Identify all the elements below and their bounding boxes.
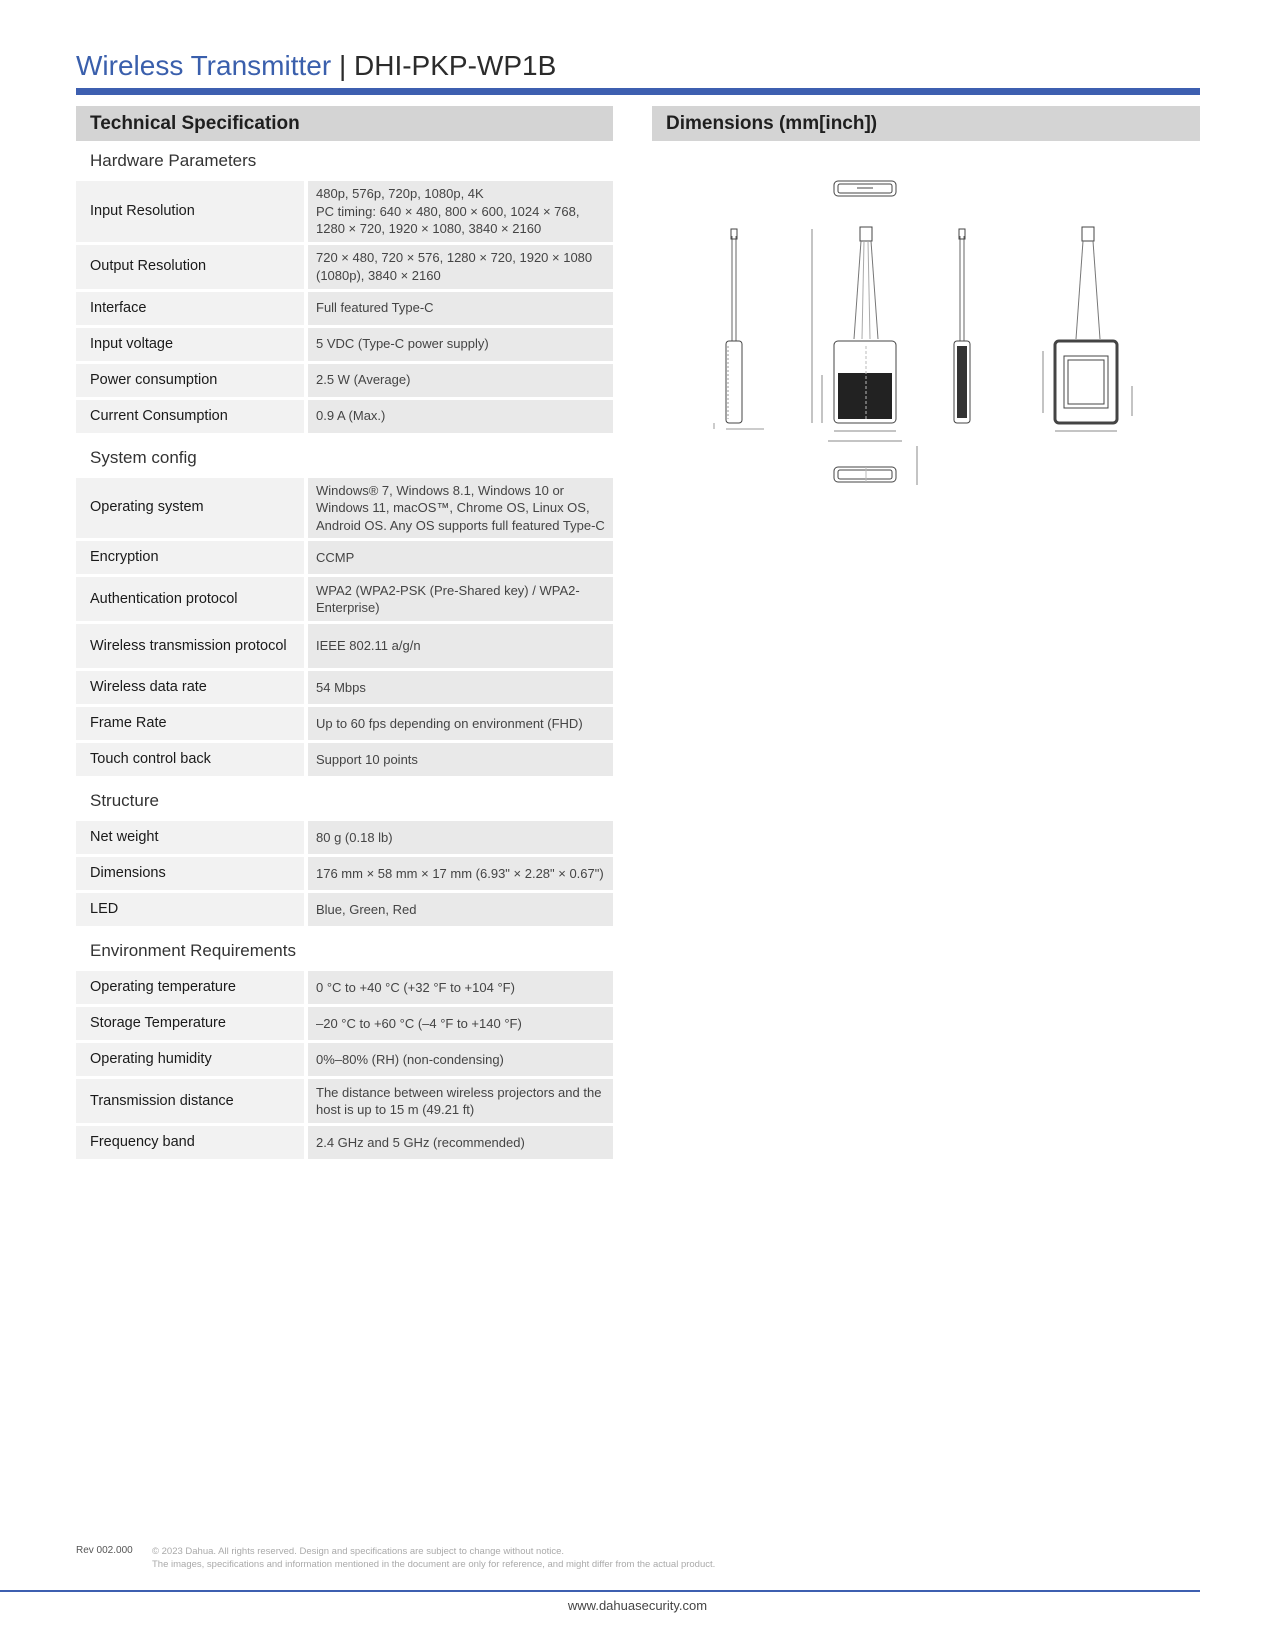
spec-row bbox=[76, 478, 613, 539]
spec-row bbox=[76, 1079, 613, 1123]
spec-key: Output Resolution bbox=[76, 245, 308, 289]
spec-value: 720 × 480, 720 × 576, 1280 × 720, 1920 × 1080 (1080p), 3840 × 2160 bbox=[308, 245, 613, 289]
side-view-right-drawing bbox=[954, 229, 970, 423]
spec-value: 0.9 A (Max.) bbox=[308, 400, 613, 433]
website-link[interactable]: www.dahuasecurity.com bbox=[567, 1598, 708, 1613]
spec-value: 80 g (0.18 lb) bbox=[308, 821, 613, 854]
product-line: Wireless Transmitter bbox=[76, 50, 332, 81]
copyright-notice bbox=[152, 1545, 715, 1571]
spec-value: 5 VDC (Type-C power supply) bbox=[308, 328, 613, 361]
technical-specification-section bbox=[76, 106, 613, 1162]
spec-row bbox=[76, 328, 613, 361]
spec-table bbox=[76, 968, 613, 1162]
model-number: DHI-PKP-WP1B bbox=[354, 50, 557, 81]
spec-key: Transmission distance bbox=[76, 1079, 308, 1123]
spec-row bbox=[76, 400, 613, 433]
spec-row bbox=[76, 893, 613, 926]
spec-key: Wireless transmission protocol bbox=[76, 624, 308, 668]
spec-value: 0%–80% (RH) (non-condensing) bbox=[308, 1043, 613, 1076]
spec-value: Blue, Green, Red bbox=[308, 893, 613, 926]
spec-value: The distance between wireless projectors and the host is up to 15 m (49.21 ft) bbox=[308, 1079, 613, 1123]
spec-value: 2.4 GHz and 5 GHz (recommended) bbox=[308, 1126, 613, 1159]
spec-row bbox=[76, 971, 613, 1004]
spec-value: Support 10 points bbox=[308, 743, 613, 776]
spec-key: Operating temperature bbox=[76, 971, 308, 1004]
footer-rule bbox=[0, 1590, 1200, 1592]
spec-row bbox=[76, 1043, 613, 1076]
spec-key: Current Consumption bbox=[76, 400, 308, 433]
document-title bbox=[76, 46, 556, 86]
title-separator: | bbox=[338, 50, 347, 81]
front-view-drawing bbox=[812, 227, 902, 441]
spec-row bbox=[76, 821, 613, 854]
spec-key: Frequency band bbox=[76, 1126, 308, 1159]
spec-value: Full featured Type-C bbox=[308, 292, 613, 325]
spec-header: Technical Specification bbox=[76, 106, 613, 141]
spec-table bbox=[76, 475, 613, 780]
spec-key: LED bbox=[76, 893, 308, 926]
spec-value: CCMP bbox=[308, 541, 613, 574]
spec-key: Net weight bbox=[76, 821, 308, 854]
spec-groups bbox=[76, 141, 613, 1162]
spec-row bbox=[76, 624, 613, 668]
spec-value: –20 °C to +60 °C (–4 °F to +140 °F) bbox=[308, 1007, 613, 1040]
spec-row bbox=[76, 245, 613, 289]
top-view-drawing bbox=[834, 181, 896, 196]
spec-row bbox=[76, 857, 613, 890]
spec-value: Windows® 7, Windows 8.1, Windows 10 or Windows 11, macOS™, Chrome OS, Linux OS, Android OS. Any OS supports full featured Type-C bbox=[308, 478, 613, 539]
spec-row bbox=[76, 671, 613, 704]
spec-table bbox=[76, 178, 613, 436]
spec-group-title: Environment Requirements bbox=[90, 941, 296, 960]
spec-group-title: Structure bbox=[90, 791, 159, 810]
spec-value: Up to 60 fps depending on environment (FHD) bbox=[308, 707, 613, 740]
spec-row bbox=[76, 181, 613, 242]
spec-value: 54 Mbps bbox=[308, 671, 613, 704]
spec-row bbox=[76, 577, 613, 621]
spec-key: Frame Rate bbox=[76, 707, 308, 740]
bottom-view-drawing bbox=[834, 446, 917, 485]
spec-value: 176 mm × 58 mm × 17 mm (6.93" × 2.28" × 0.67") bbox=[308, 857, 613, 890]
spec-value: IEEE 802.11 a/g/n bbox=[308, 624, 613, 668]
spec-key: Wireless data rate bbox=[76, 671, 308, 704]
spec-key: Input Resolution bbox=[76, 181, 308, 242]
spec-key: Operating humidity bbox=[76, 1043, 308, 1076]
spec-group-title: Hardware Parameters bbox=[90, 151, 257, 170]
spec-group-title: System config bbox=[90, 447, 197, 467]
spec-key: Interface bbox=[76, 292, 308, 325]
dimensions-section bbox=[652, 106, 1200, 141]
spec-row bbox=[76, 292, 613, 325]
spec-table bbox=[76, 818, 613, 929]
spec-key: Dimensions bbox=[76, 857, 308, 890]
spec-row bbox=[76, 541, 613, 574]
spec-value: 480p, 576p, 720p, 1080p, 4K PC timing: 640 × 480, 800 × 600, 1024 × 768, 1280 × 720, 1920 × 1080, 3840 × 2160 bbox=[308, 181, 613, 242]
revision-number: Rev 002.000 bbox=[76, 1545, 133, 1556]
spec-key: Storage Temperature bbox=[76, 1007, 308, 1040]
spec-row bbox=[76, 707, 613, 740]
spec-key: Operating system bbox=[76, 478, 308, 539]
spec-key: Authentication protocol bbox=[76, 577, 308, 621]
spec-value: WPA2 (WPA2-PSK (Pre-Shared key) / WPA2-Enterprise) bbox=[308, 577, 613, 621]
copyright-line-1: © 2023 Dahua. All rights reserved. Design and specifications are subject to change without notice. bbox=[152, 1546, 565, 1557]
title-rule bbox=[76, 88, 1200, 95]
spec-row bbox=[76, 364, 613, 397]
back-view-drawing bbox=[1043, 227, 1132, 431]
spec-value: 0 °C to +40 °C (+32 °F to +104 °F) bbox=[308, 971, 613, 1004]
side-view-left-drawing bbox=[714, 229, 764, 429]
spec-key: Encryption bbox=[76, 541, 308, 574]
spec-key: Power consumption bbox=[76, 364, 308, 397]
copyright-line-2: The images, specifications and information mentioned in the document are only for reference, and might differ from the actual product. bbox=[152, 1559, 716, 1570]
spec-key: Touch control back bbox=[76, 743, 308, 776]
spec-row bbox=[76, 1126, 613, 1159]
dimension-drawing bbox=[652, 161, 1200, 621]
spec-row bbox=[76, 743, 613, 776]
spec-row bbox=[76, 1007, 613, 1040]
dimensions-header: Dimensions (mm[inch]) bbox=[652, 106, 1200, 141]
spec-value: 2.5 W (Average) bbox=[308, 364, 613, 397]
spec-key: Input voltage bbox=[76, 328, 308, 361]
